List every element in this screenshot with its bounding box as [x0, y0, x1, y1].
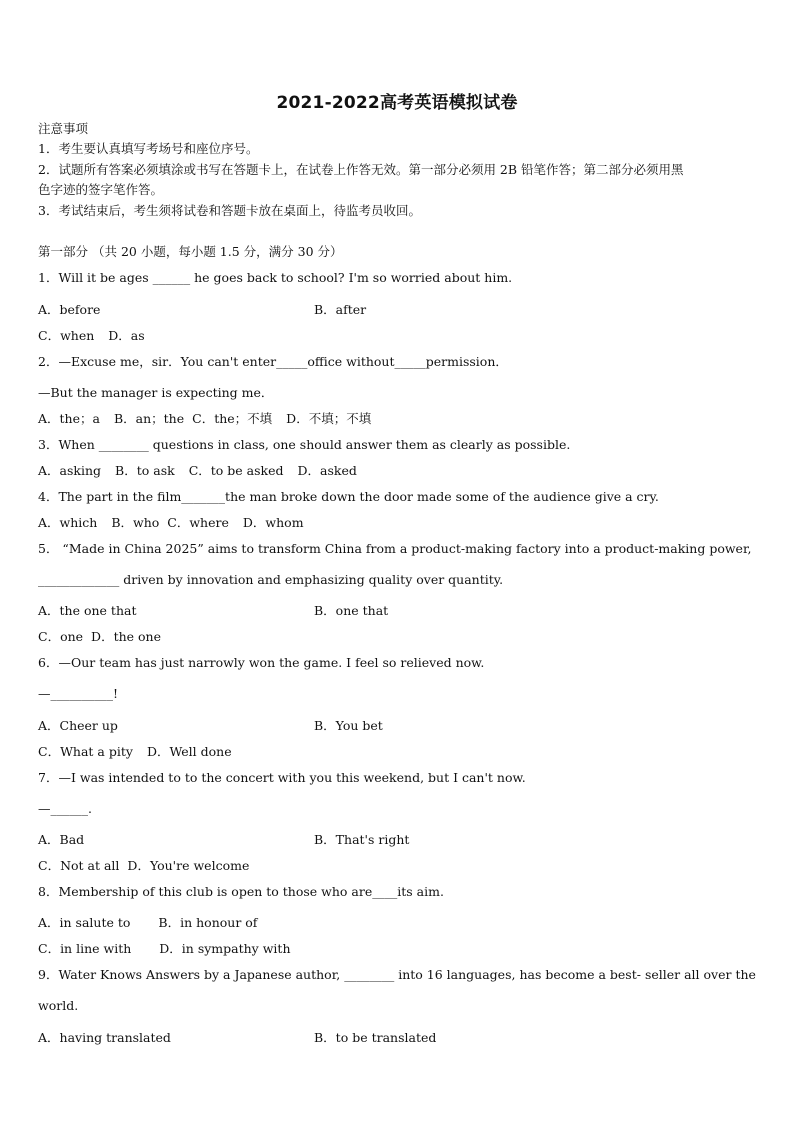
question-4-option-a: A．which [38, 515, 98, 530]
question-8-option-d: D．in sympathy with [159, 941, 291, 956]
question-3-options [38, 463, 357, 479]
question-7-option-d: D．You're welcome [127, 858, 250, 873]
question-6-option-c: C．What a pity [38, 744, 133, 759]
question-6-stem: 6．—Our team has just narrowly won the game. I feel so relieved now. [38, 655, 485, 670]
question-4-option-c: C．where [167, 515, 229, 530]
question-9-stem-cont: world. [38, 998, 79, 1013]
question-1-option-a: A．before [38, 302, 101, 317]
question-3-option-a: A．asking [38, 463, 102, 478]
question-8-options-cd [38, 941, 291, 957]
question-7-stem: 7．—I was intended to to the concert with you this weekend, but I can't now. [38, 770, 526, 785]
notice-item-2-cont: 色字迹的签字笔作答。 [38, 182, 164, 197]
question-8-option-b: B．in honour of [158, 915, 258, 930]
question-7-option-c: C．Not at all [38, 858, 120, 873]
question-2-option-b: B．an；the [113, 411, 185, 426]
question-8-option-c: C．in line with [38, 941, 132, 956]
question-6-options-cd [38, 744, 232, 760]
question-9-option-b: B．to be translated [314, 1030, 437, 1045]
question-7-reply: —______. [38, 801, 92, 816]
question-2-options [38, 411, 371, 427]
question-4-options [38, 515, 304, 531]
notice-item-2: 2．试题所有答案必须填涂或书写在答题卡上，在试卷上作答无效。第一部分必须用 2B 铅笔作答；第二部分必须用黑 [38, 162, 684, 177]
question-5-option-d: D．the one [91, 629, 161, 644]
question-2-stem: 2．—Excuse me，sir．You can't enter_____office without_____permission． [38, 354, 508, 369]
question-1-stem: 1．Will it be ages ______ he goes back to school? I'm so worried about him. [38, 270, 513, 285]
question-1-option-b: B．after [314, 302, 367, 317]
question-8-option-a: A．in salute to [38, 915, 131, 930]
question-1-option-c: C．when [38, 328, 95, 343]
question-5-option-c: C．one [38, 629, 84, 644]
question-3-option-c: C．to be asked [188, 463, 284, 478]
question-6-option-d: D．Well done [146, 744, 232, 759]
question-4-stem: 4．The part in the film_______the man broke down the door made some of the audience give a cry. [38, 489, 659, 504]
question-6-option-a: A．Cheer up [38, 718, 118, 733]
question-5-stem-cont: _____________ driven by innovation and emphasizing quality over quantity. [38, 572, 504, 587]
question-9-stem: 9．Water Knows Answers by a Japanese author, ________ into 16 languages, has become a best- seller all over the [38, 967, 756, 982]
question-5-option-a: A．the one that [38, 603, 137, 618]
question-7-option-a: A．Bad [38, 832, 85, 847]
notice-item-3: 3．考试结束后，考生须将试卷和答题卡放在桌面上，待监考员收回。 [38, 203, 421, 218]
notice-heading: 注意事项 [38, 121, 89, 136]
question-3-option-d: D．asked [297, 463, 357, 478]
question-6-reply: —__________! [38, 686, 119, 701]
question-9-option-a: A．having translated [38, 1030, 171, 1045]
question-5-stem: 5． “Made in China 2025” aims to transform China from a product-making factory into a product-making power, [38, 541, 752, 556]
question-2-option-d: D．不填；不填 [286, 411, 372, 426]
question-8-stem: 8．Membership of this club is open to those who are____its aim. [38, 884, 444, 899]
section-heading: 第一部分 （共 20 小题，每小题 1.5 分，满分 30 分） [38, 244, 343, 259]
question-3-option-b: B．to ask [115, 463, 175, 478]
question-2-option-a: A．the；a [38, 411, 100, 426]
question-7-options-cd [38, 858, 249, 874]
question-7-option-b: B．That's right [314, 832, 410, 847]
notice-item-1: 1．考生要认真填写考场号和座位序号。 [38, 141, 259, 156]
question-1-options-cd [38, 328, 145, 344]
question-4-option-b: B．who [111, 515, 160, 530]
question-3-stem: 3．When ________ questions in class, one should answer them as clearly as possible. [38, 437, 571, 452]
question-5-option-b: B．one that [314, 603, 389, 618]
page-title: 2021-2022高考英语模拟试卷 [276, 93, 518, 113]
question-5-options-cd [38, 629, 161, 645]
question-2-option-c: C．the；不填 [192, 411, 273, 426]
question-8-options-ab [38, 915, 257, 931]
question-6-option-b: B．You bet [314, 718, 383, 733]
question-4-option-d: D．whom [242, 515, 304, 530]
question-1-option-d: D．as [108, 328, 145, 343]
question-2-reply: —But the manager is expecting me． [38, 385, 274, 400]
